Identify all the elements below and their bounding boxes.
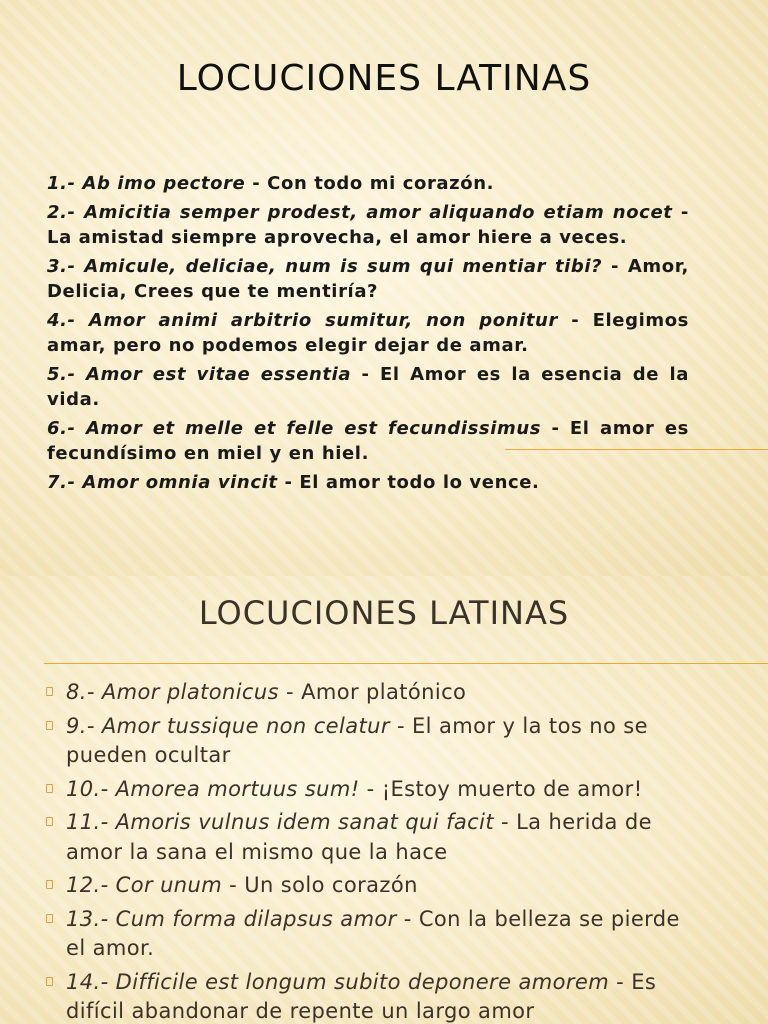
list-item (44, 678, 684, 708)
phrase-latin: 3.- Amicule, deliciae, num is sum qui mentiar tibi? (47, 256, 603, 277)
bullet-icon (46, 880, 53, 889)
bullet-latin: 11.- Amoris vulnus idem sanat qui facit (66, 810, 494, 834)
phrase-spanish: - Amor, Delicia, Crees que te mentiría? (47, 256, 689, 302)
phrase-spanish: - La amistad siempre aprovecha, el amor hiere a veces. (47, 202, 689, 248)
slide-2-title: LOCUCIONES LATINAS (198, 594, 570, 632)
list-item (44, 712, 684, 771)
bullet-latin: 13.- Cum forma dilapsus amor (66, 906, 397, 931)
bullet-spanish: - Con la belleza se pierde el amor. (66, 906, 680, 960)
list-item (44, 775, 684, 805)
phrase-spanish: - El amor todo lo vence. (284, 472, 540, 493)
phrase-spanish: - Elegimos amar, pero no podemos elegir dejar de amar. (47, 310, 689, 356)
list-item (44, 905, 684, 964)
phrase-item (47, 362, 689, 412)
title-divider (44, 663, 768, 664)
phrase-latin: 5.- Amor est vitae essentia (47, 364, 352, 385)
bullet-latin: 12.- Cor unum (66, 873, 223, 897)
bullet-spanish: - Un solo corazón (229, 873, 418, 897)
phrase-item (47, 416, 689, 466)
phrase-latin: 4.- Amor animi arbitrio sumitur, non ponitur (47, 310, 558, 331)
slide-2 (0, 576, 768, 1024)
bullet-spanish: - ¡Estoy muerto de amor! (366, 776, 643, 801)
phrase-latin: 6.- Amor et melle et felle est fecundissimus (47, 418, 542, 439)
phrase-latin: 2.- Amicitia semper prodest, amor aliquando etiam nocet (47, 202, 673, 223)
bullet-spanish: - Amor platónico (286, 680, 467, 704)
bullet-latin: 9.- Amor tussique non celatur (66, 713, 390, 738)
list-item (44, 808, 684, 867)
phrase-spanish: - El Amor es la esencia de la vida. (47, 364, 689, 410)
bullet-icon (46, 914, 53, 923)
bullet-list (44, 678, 684, 1024)
phrase-item (47, 470, 689, 495)
bullet-latin: 14.- Difficile est longum subito deponere amorem (66, 969, 610, 994)
bullet-spanish: - El amor y la tos no se pueden ocultar (66, 713, 648, 767)
phrase-latin: 1.- Ab imo pectore (47, 173, 246, 194)
bullet-icon (46, 784, 53, 793)
phrase-spanish: - El amor es fecundísimo en miel y en hiel. (47, 418, 689, 464)
phrase-item (47, 200, 689, 250)
accent-divider (505, 449, 768, 450)
phrase-latin: 7.- Amor omnia vincit (47, 472, 278, 493)
slide-1-title: LOCUCIONES LATINAS (176, 58, 592, 99)
list-item (44, 871, 684, 901)
bullet-spanish: - La herida de amor la sana el mismo que la hace (66, 810, 652, 864)
phrase-spanish: - Con todo mi corazón. (252, 173, 495, 194)
bullet-icon (46, 687, 53, 696)
phrase-item (47, 308, 689, 358)
bullet-spanish: - Es difícil abandonar de repente un largo amor (66, 969, 657, 1023)
phrase-item (47, 254, 689, 304)
list-item (44, 968, 684, 1024)
bullet-icon (46, 721, 53, 730)
bullet-latin: 10.- Amorea mortuus sum! (66, 776, 360, 801)
bullet-icon (46, 977, 53, 986)
bullet-icon (46, 817, 53, 826)
phrase-item (47, 171, 689, 196)
bullet-latin: 8.- Amor platonicus (66, 680, 279, 704)
